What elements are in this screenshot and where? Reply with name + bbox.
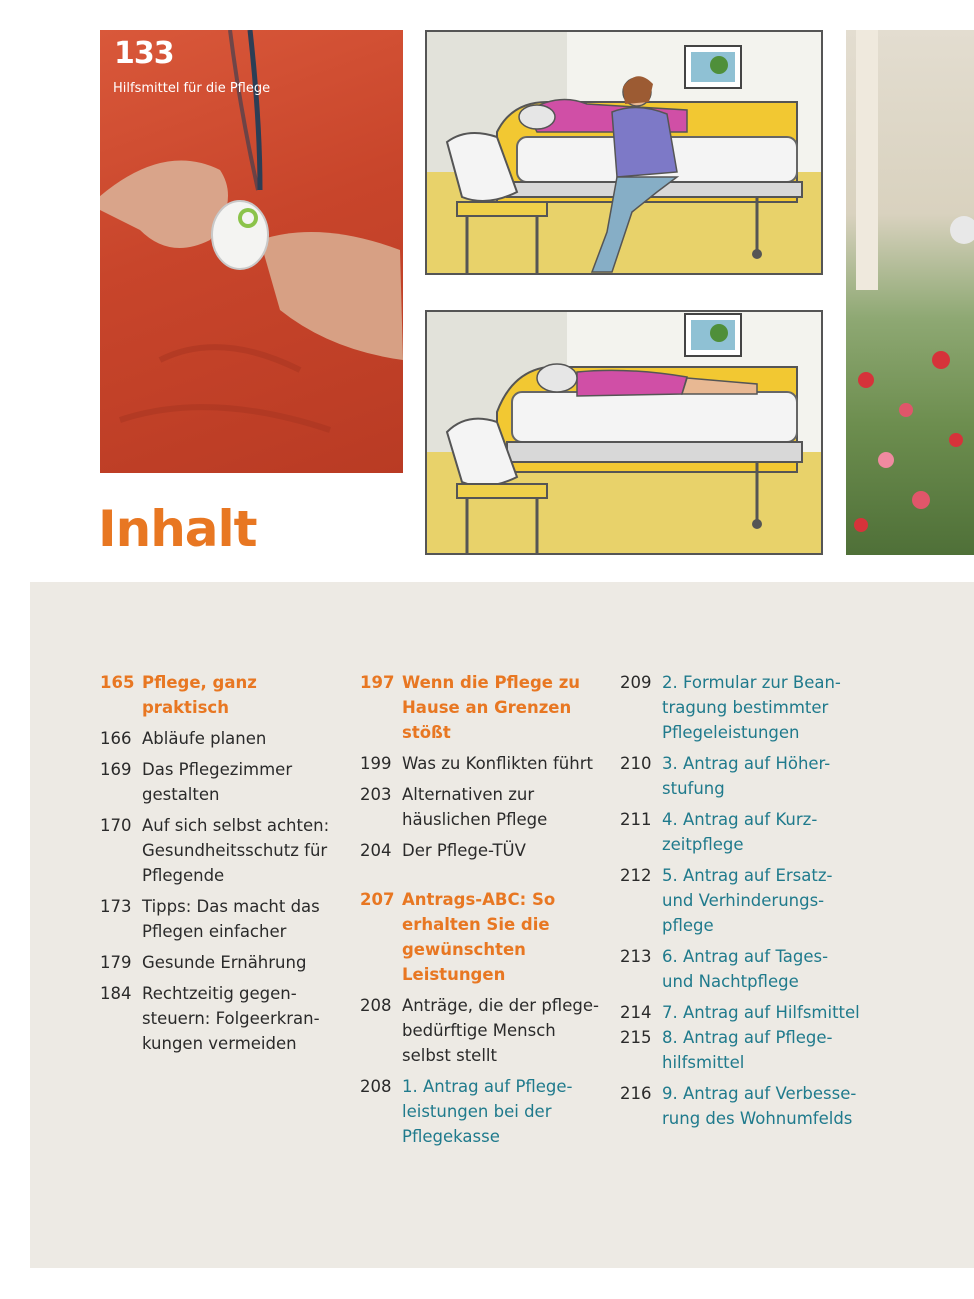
- toc-page-number: 213: [620, 947, 652, 966]
- toc-entry[interactable]: [360, 1074, 610, 1149]
- toc-entry[interactable]: [100, 670, 340, 720]
- toc-column-2: [360, 670, 610, 1155]
- toc-entry-title: Der Pflege-TÜV: [402, 841, 526, 860]
- toc-entry-title: Anträge, die der pflege- bedürftige Mensch selbst stellt: [402, 996, 599, 1065]
- toc-entry-title: Das Pflegezimmer gestalten: [142, 760, 293, 804]
- toc-page-number: 199: [360, 754, 392, 773]
- toc-entry[interactable]: [620, 863, 870, 938]
- illustration-patient-lying: [425, 310, 823, 555]
- toc-page-number: 204: [360, 841, 392, 860]
- bed-illustration-1: [427, 32, 821, 273]
- toc-entry-title: Rechtzeitig gegen- steuern: Folgeerkran- kungen vermeiden: [142, 984, 320, 1053]
- toc-entry[interactable]: [360, 751, 610, 776]
- toc-entry[interactable]: [620, 1000, 870, 1025]
- toc-entry-title: Antrags-ABC: So erhalten Sie die gewünschten Leistungen: [402, 890, 556, 984]
- photo-emergency-button: [100, 30, 403, 473]
- toc-page-number: 208: [360, 1077, 392, 1096]
- toc-page-number: 212: [620, 866, 652, 885]
- toc-entry[interactable]: [100, 950, 340, 975]
- toc-page-number: 211: [620, 810, 652, 829]
- toc-page-number: 208: [360, 996, 392, 1015]
- toc-page-number: 214: [620, 1003, 652, 1022]
- toc-entry[interactable]: [620, 1025, 870, 1075]
- toc-page-number: 170: [100, 816, 132, 835]
- illustration-turning-patient: [425, 30, 823, 275]
- toc-entry[interactable]: [620, 670, 870, 745]
- toc-entry[interactable]: [360, 838, 610, 863]
- toc-entry[interactable]: [100, 981, 340, 1056]
- toc-entry[interactable]: [360, 993, 610, 1068]
- toc-entry-title: Abläufe planen: [142, 729, 267, 748]
- toc-page-number: 165: [100, 673, 135, 692]
- toc-entry-title: Tipps: Das macht das Pflegen einfacher: [142, 897, 320, 941]
- toc-page-number: 216: [620, 1084, 652, 1103]
- toc-page-number: 207: [360, 890, 395, 909]
- toc-page-number: 166: [100, 729, 132, 748]
- toc-entry-title: 6. Antrag auf Tages- und Nachtpflege: [662, 947, 829, 991]
- toc-entry-title: 3. Antrag auf Höher- stufung: [662, 754, 831, 798]
- toc-entry[interactable]: [620, 1081, 870, 1131]
- toc-entry-title: 4. Antrag auf Kurz- zeitpflege: [662, 810, 818, 854]
- toc-entry[interactable]: [620, 944, 870, 994]
- toc-entry-title: Wenn die Pflege zu Hause an Grenzen stößt: [402, 673, 581, 742]
- toc-entry[interactable]: [360, 782, 610, 832]
- toc-entry-title: Auf sich selbst achten: Gesundheitsschutz für Pflegende: [142, 816, 330, 885]
- toc-entry[interactable]: [620, 751, 870, 801]
- caption-page-number: 133: [114, 36, 174, 71]
- garden-flowers-illustration: [846, 30, 974, 555]
- toc-page-number: 169: [100, 760, 132, 779]
- toc-entry[interactable]: [100, 757, 340, 807]
- toc-entry[interactable]: [100, 813, 340, 888]
- toc-entry-title: Was zu Konflikten führt: [402, 754, 593, 773]
- toc-entry-title: 1. Antrag auf Pflege- leistungen bei der Pflegekasse: [402, 1077, 573, 1146]
- toc-page-number: 173: [100, 897, 132, 916]
- toc-page-number: 203: [360, 785, 392, 804]
- caption-text: Hilfsmittel für die Pflege: [113, 81, 271, 96]
- toc-entry-title: 2. Formular zur Bean- tragung bestimmter Pflegeleistungen: [662, 673, 841, 742]
- toc-entry[interactable]: [360, 670, 610, 745]
- section-gap: [360, 869, 610, 887]
- toc-entry[interactable]: [620, 807, 870, 857]
- toc-page-number: 210: [620, 754, 652, 773]
- bed-illustration-2: [427, 312, 821, 553]
- toc-page-number: 179: [100, 953, 132, 972]
- toc-entry-title: 8. Antrag auf Pflege- hilfsmittel: [662, 1028, 833, 1072]
- toc-entry[interactable]: [100, 894, 340, 944]
- photo-garden: [846, 30, 974, 555]
- toc-entry-title: Alternativen zur häuslichen Pflege: [402, 785, 548, 829]
- emergency-button-illustration: [100, 30, 403, 473]
- toc-entry[interactable]: [360, 887, 610, 987]
- toc-entry-title: Pflege, ganz praktisch: [142, 673, 257, 717]
- toc-entry-title: Gesunde Ernährung: [142, 953, 307, 972]
- toc-page-number: 197: [360, 673, 395, 692]
- toc-entry[interactable]: [100, 726, 340, 751]
- page-title: Inhalt: [98, 500, 257, 558]
- toc-page-number: 209: [620, 673, 652, 692]
- toc-entry-title: 9. Antrag auf Verbesse- rung des Wohnumfelds: [662, 1084, 857, 1128]
- toc-entry-title: 7. Antrag auf Hilfsmittel: [662, 1003, 860, 1022]
- toc-entry-title: 5. Antrag auf Ersatz- und Verhinderungs- pflege: [662, 866, 833, 935]
- toc-page-number: 215: [620, 1028, 652, 1047]
- toc-column-1: [100, 670, 340, 1062]
- toc-column-3: [620, 670, 870, 1137]
- toc-page-number: 184: [100, 984, 132, 1003]
